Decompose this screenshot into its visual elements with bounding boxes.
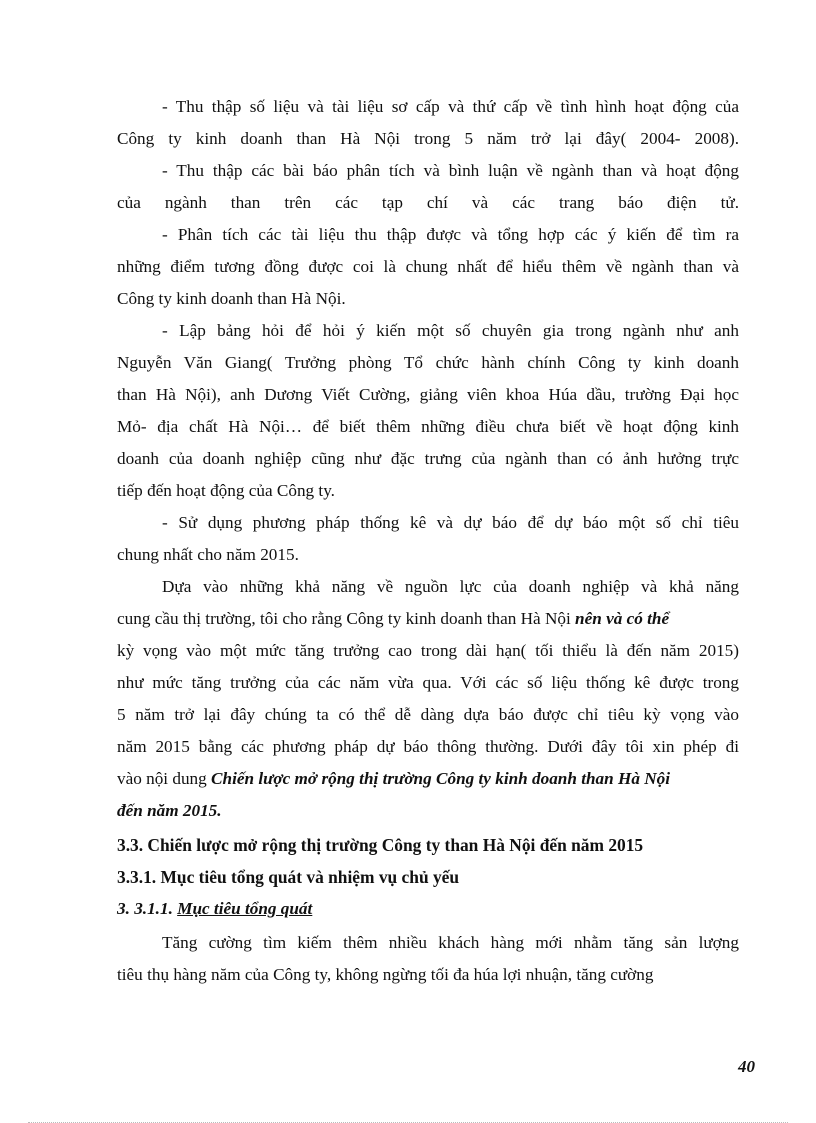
text-line: - Lập bảng hỏi để hỏi ý kiến một số chuyên gia trong ngành như anh	[162, 321, 739, 340]
text-line: Nguyễn Văn Giang( Trưởng phòng Tổ chức hành chính Công ty kinh doanh	[117, 353, 739, 372]
text-line	[117, 608, 739, 630]
text-line: Công ty kinh doanh than Hà Nội.	[117, 289, 346, 308]
text-line: Công ty kinh doanh than Hà Nội trong 5 năm trở lại đây( 2004- 2008).	[117, 129, 739, 148]
text-run: cung cầu thị trường, tôi cho rằng Công ty kinh doanh than Hà Nội	[117, 609, 571, 628]
emphasis-text: nên và có thể	[575, 609, 670, 628]
subsection-heading: 3.3.1. Mục tiêu tổng quát và nhiệm vụ chủ yếu	[117, 867, 460, 887]
heading-title: Mục tiêu tổng quát	[177, 899, 313, 918]
heading-number: 3. 3.1.1.	[117, 899, 173, 918]
text-line: - Thu thập số liệu và tài liệu sơ cấp và thứ cấp về tình hình hoạt động của	[162, 97, 739, 116]
text-line: như mức tăng trưởng của các năm vừa qua. Với các số liệu thống kê được trong	[117, 673, 739, 692]
text-line: than Hà Nội), anh Dương Viết Cường, giảng viên khoa Húa dầu, trường Đại học	[117, 385, 739, 404]
text-line: chung nhất cho năm 2015.	[117, 545, 299, 564]
emphasis-text: Chiến lược mở rộng thị trường Công ty kinh doanh than Hà Nội	[211, 769, 671, 788]
text-line: - Phân tích các tài liệu thu thập được và tổng hợp các ý kiến để tìm ra	[162, 225, 739, 244]
text-line	[117, 768, 739, 790]
text-line: tiêu thụ hàng năm của Công ty, không ngừng tối đa húa lợi nhuận, tăng cường	[117, 965, 654, 984]
text-line: Tăng cường tìm kiếm thêm nhiều khách hàng mới nhằm tăng sản lượng	[162, 933, 739, 952]
emphasis-text: đến năm 2015.	[117, 801, 222, 820]
text-line: tiếp đến hoạt động của Công ty.	[117, 481, 335, 500]
text-line: - Sử dụng phương pháp thống kê và dự báo để dự báo một số chỉ tiêu	[162, 513, 739, 532]
text-line: của ngành than trên các tạp chí và các trang báo điện tử.	[117, 193, 739, 212]
section-heading: 3.3. Chiến lược mở rộng thị trường Công ty than Hà Nội đến năm 2015	[117, 835, 644, 855]
page-number: 40	[738, 1057, 755, 1076]
text-line: 5 năm trở lại đây chúng ta có thể dễ dàng dựa báo được chỉ tiêu kỳ vọng vào	[117, 705, 739, 724]
text-line: những điểm tương đồng được coi là chung nhất để hiểu thêm về ngành than và	[117, 257, 739, 276]
text-line: - Thu thập các bài báo phân tích và bình luận về ngành than và hoạt động	[162, 161, 739, 180]
text-line: Mỏ- địa chất Hà Nội… để biết thêm những điều chưa biết về hoạt động kinh	[117, 417, 739, 436]
text-line: năm 2015 bằng các phương pháp dự báo thông thường. Dưới đây tôi xin phép đi	[117, 737, 739, 756]
text-line: Dựa vào những khả năng về nguồn lực của doanh nghiệp và khả năng	[162, 577, 739, 596]
text-run: vào nội dung	[117, 769, 207, 788]
text-line: doanh của doanh nghiệp cũng như đặc trưng của ngành than có ảnh hưởng trực	[117, 449, 739, 468]
subsubsection-heading	[117, 898, 739, 920]
text-line: kỳ vọng vào một mức tăng trưởng cao trong dài hạn( tối thiểu là đến năm 2015)	[117, 641, 739, 660]
